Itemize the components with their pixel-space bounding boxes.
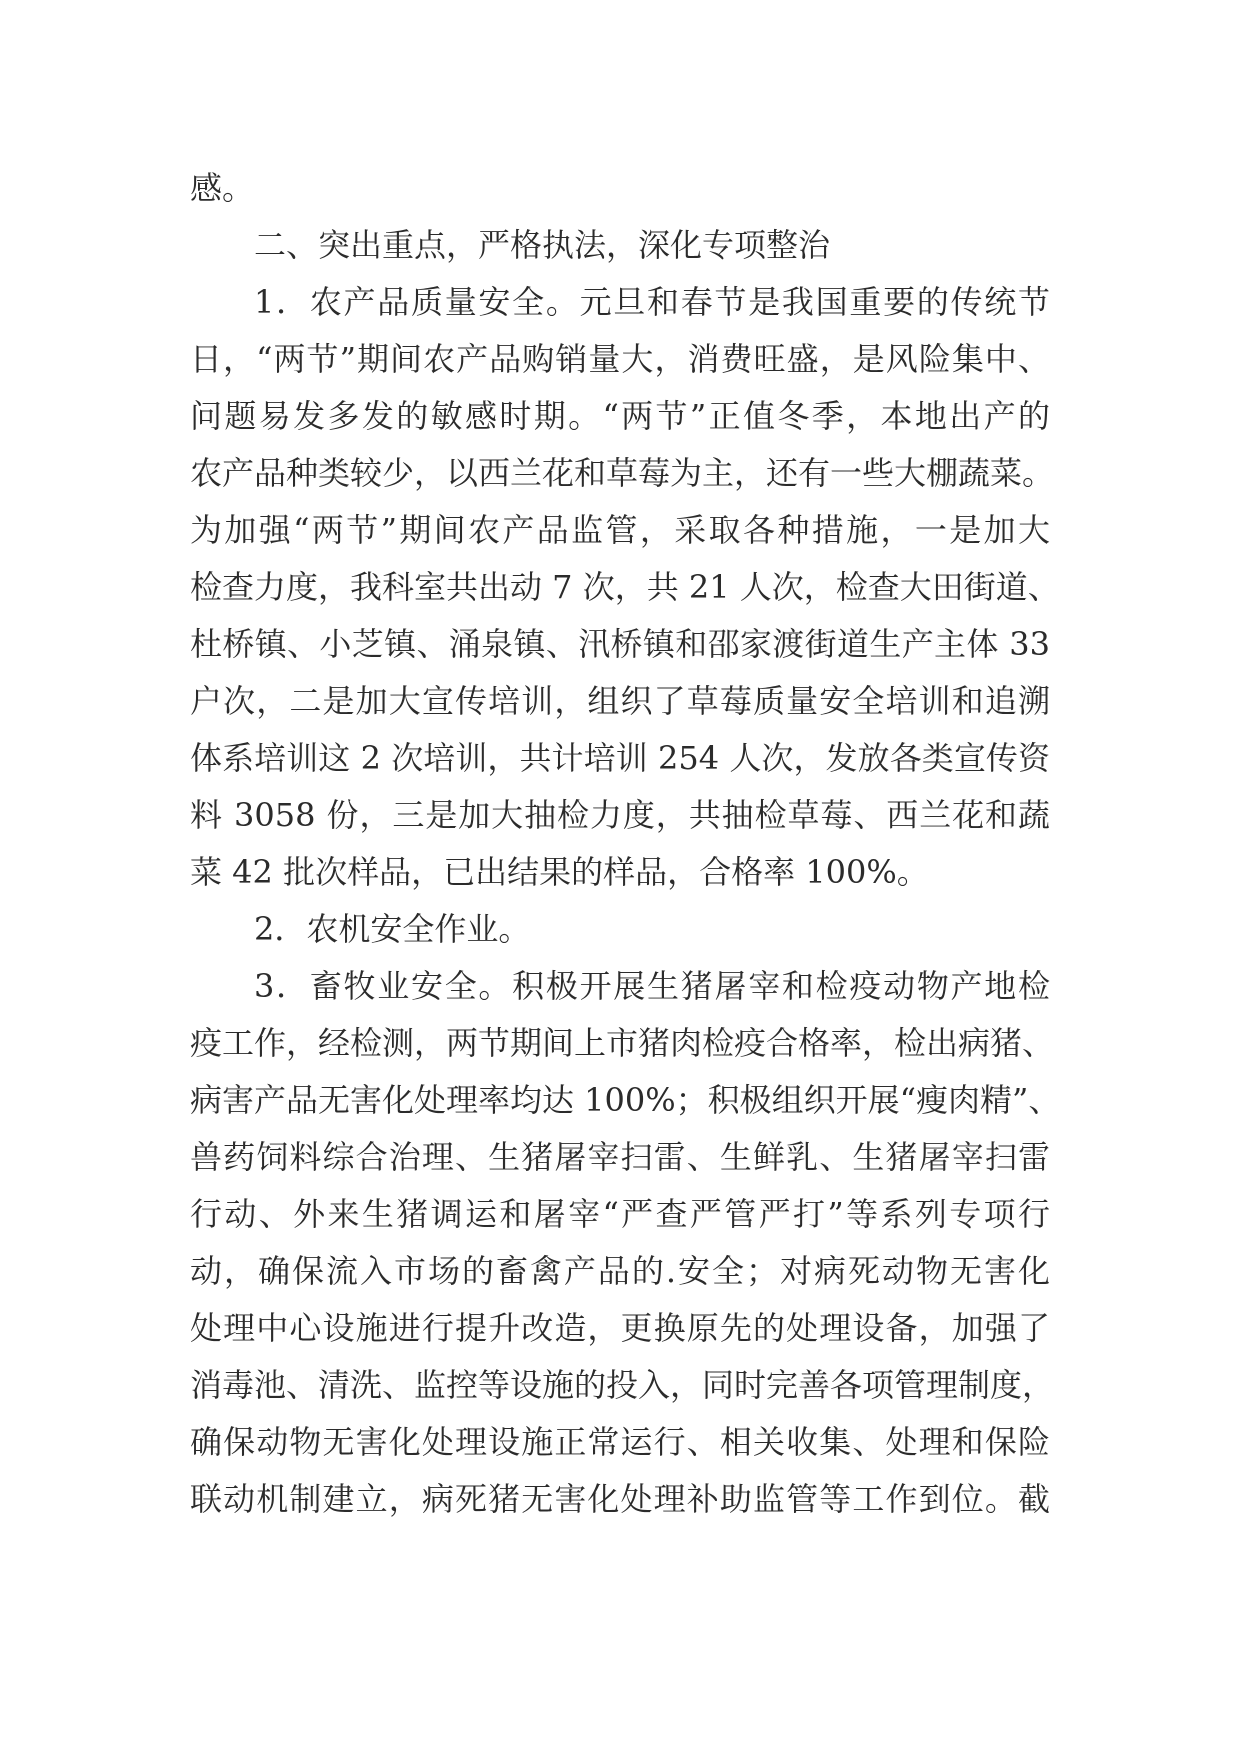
text-line: 确保动物无害化处理设施正常运行、相关收集、处理和保险 xyxy=(190,1423,1050,1461)
document-body xyxy=(190,160,1061,1528)
text-line: 农产品种类较少，以西兰花和草莓为主，还有一些大棚蔬菜。 xyxy=(190,454,1055,492)
text-line: 行动、外来生猪调运和屠宰“严查严管严打”等系列专项行 xyxy=(190,1195,1050,1233)
text-line: 体系培训这 2 次培训，共计培训 254 人次，发放各类宣传资 xyxy=(190,739,1050,777)
text-line: 消毒池、清洗、监控等设施的投入，同时完善各项管理制度， xyxy=(190,1366,1055,1404)
text-line: 处理中心设施进行提升改造，更换原先的处理设备，加强了 xyxy=(190,1309,1050,1347)
text-line: 菜 42 批次样品，已出结果的样品，合格率 100%。 xyxy=(190,853,929,891)
text-line: 感。 xyxy=(190,169,255,207)
text-line: 疫工作，经检测，两节期间上市猪肉检疫合格率，检出病猪、 xyxy=(190,1024,1055,1062)
text-line: 动，确保流入市场的畜禽产品的.安全；对病死动物无害化 xyxy=(190,1252,1050,1290)
text-line: 为加强“两节”期间农产品监管，采取各种措施，一是加大 xyxy=(190,511,1050,549)
text-line: 二、突出重点，严格执法，深化专项整治 xyxy=(254,226,831,264)
text-line: 杜桥镇、小芝镇、涌泉镇、汛桥镇和邵家渡街道生产主体 33 xyxy=(190,625,1050,663)
text-line: 日，“两节”期间农产品购销量大，消费旺盛，是风险集中、 xyxy=(190,340,1050,378)
text-line: 3．畜牧业安全。积极开展生猪屠宰和检疫动物产地检 xyxy=(254,967,1050,1005)
text-line: 检查力度，我科室共出动 7 次，共 21 人次，检查大田街道、 xyxy=(190,568,1060,606)
text-line: 料 3058 份，三是加大抽检力度，共抽检草莓、西兰花和蔬 xyxy=(190,796,1050,834)
text-line: 联动机制建立，病死猪无害化处理补助监管等工作到位。截 xyxy=(190,1480,1050,1518)
text-line: 兽药饲料综合治理、生猪屠宰扫雷、生鲜乳、生猪屠宰扫雷 xyxy=(190,1138,1050,1176)
text-line: 2．农机安全作业。 xyxy=(254,910,531,948)
text-line: 病害产品无害化处理率均达 100%；积极组织开展“瘦肉精”、 xyxy=(190,1081,1061,1119)
text-line: 户次，二是加大宣传培训，组织了草莓质量安全培训和追溯 xyxy=(190,682,1050,720)
text-line: 1．农产品质量安全。元旦和春节是我国重要的传统节 xyxy=(254,283,1050,321)
text-line: 问题易发多发的敏感时期。“两节”正值冬季，本地出产的 xyxy=(190,397,1050,435)
